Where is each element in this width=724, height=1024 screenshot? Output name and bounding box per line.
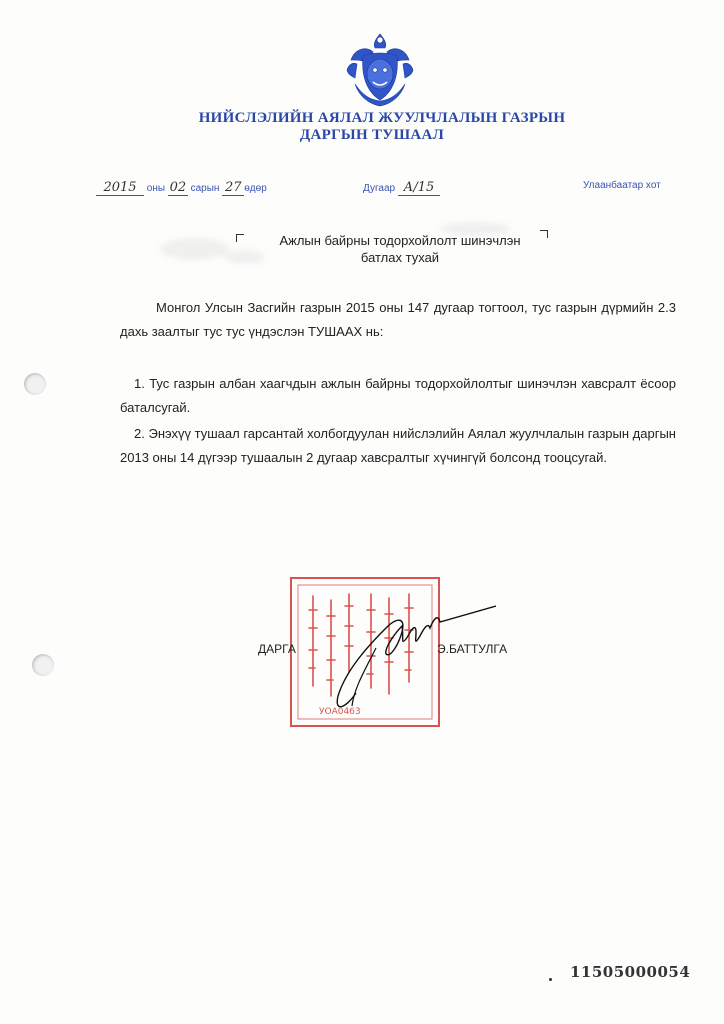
year-handwritten: 2015 [96,180,144,196]
footer-dot [549,978,552,981]
signatory-name: Э.БАТТУЛГА [437,642,508,656]
subject-line-1: Ажлын байрны тодорхойлолт шинэчлэн [279,233,521,248]
punch-hole-top [24,373,46,395]
body-item-2: 2. Энэхүү тушаал гарсантай холбогдуулан нийслэлийн Аялал жуулчлалын газрын даргын 2013 оны 14 дүгээр тушаалын 2 дугаар хавсралтыг хүчингүй болсонд тооцсугай. [120,426,676,465]
subject [245,232,555,266]
stamp-code: УОА0463 [319,707,361,717]
number-handwritten: А/15 [398,180,440,196]
header-line-2: ДАРГЫН ТУШААЛ [299,127,445,143]
subject-line-2: батлах тухай [360,250,440,265]
year-label: оны [146,183,166,194]
number-field [363,180,440,196]
city-label: Улаанбаатар хот [583,180,661,191]
month-label: сарын [190,183,220,194]
body-paragraph-preamble: Монгол Улсын Засгийн газрын 2015 оны 147 дугаар тогтоол, тус газрын дүрмийн 2.3 дахь заалтыг тус тус үндэслэн ТУШААХ нь: [120,300,676,339]
header-line-1: НИЙСЛЭЛИЙН АЯЛАЛ ЖУУЛЧЛАЛЫН ГАЗРЫН [198,110,566,126]
month-handwritten: 02 [169,180,187,195]
punch-hole-bottom [32,654,54,676]
signatory-title: ДАРГА [258,642,296,656]
day-handwritten: 27 [222,180,244,196]
date-field [96,180,267,196]
number-label: Дугаар [363,183,396,194]
subject-bracket-left [236,234,244,242]
smudge [160,238,230,260]
state-emblem-icon [345,30,415,108]
document-serial-number: 11505000054 [570,963,691,981]
body-item-1: 1. Тус газрын албан хаагчдын ажлын байрны тодорхойлолтыг шинэчлэн хавсралт ёсоор баталсугай. [120,376,676,415]
day-label: өдөр [244,183,267,194]
